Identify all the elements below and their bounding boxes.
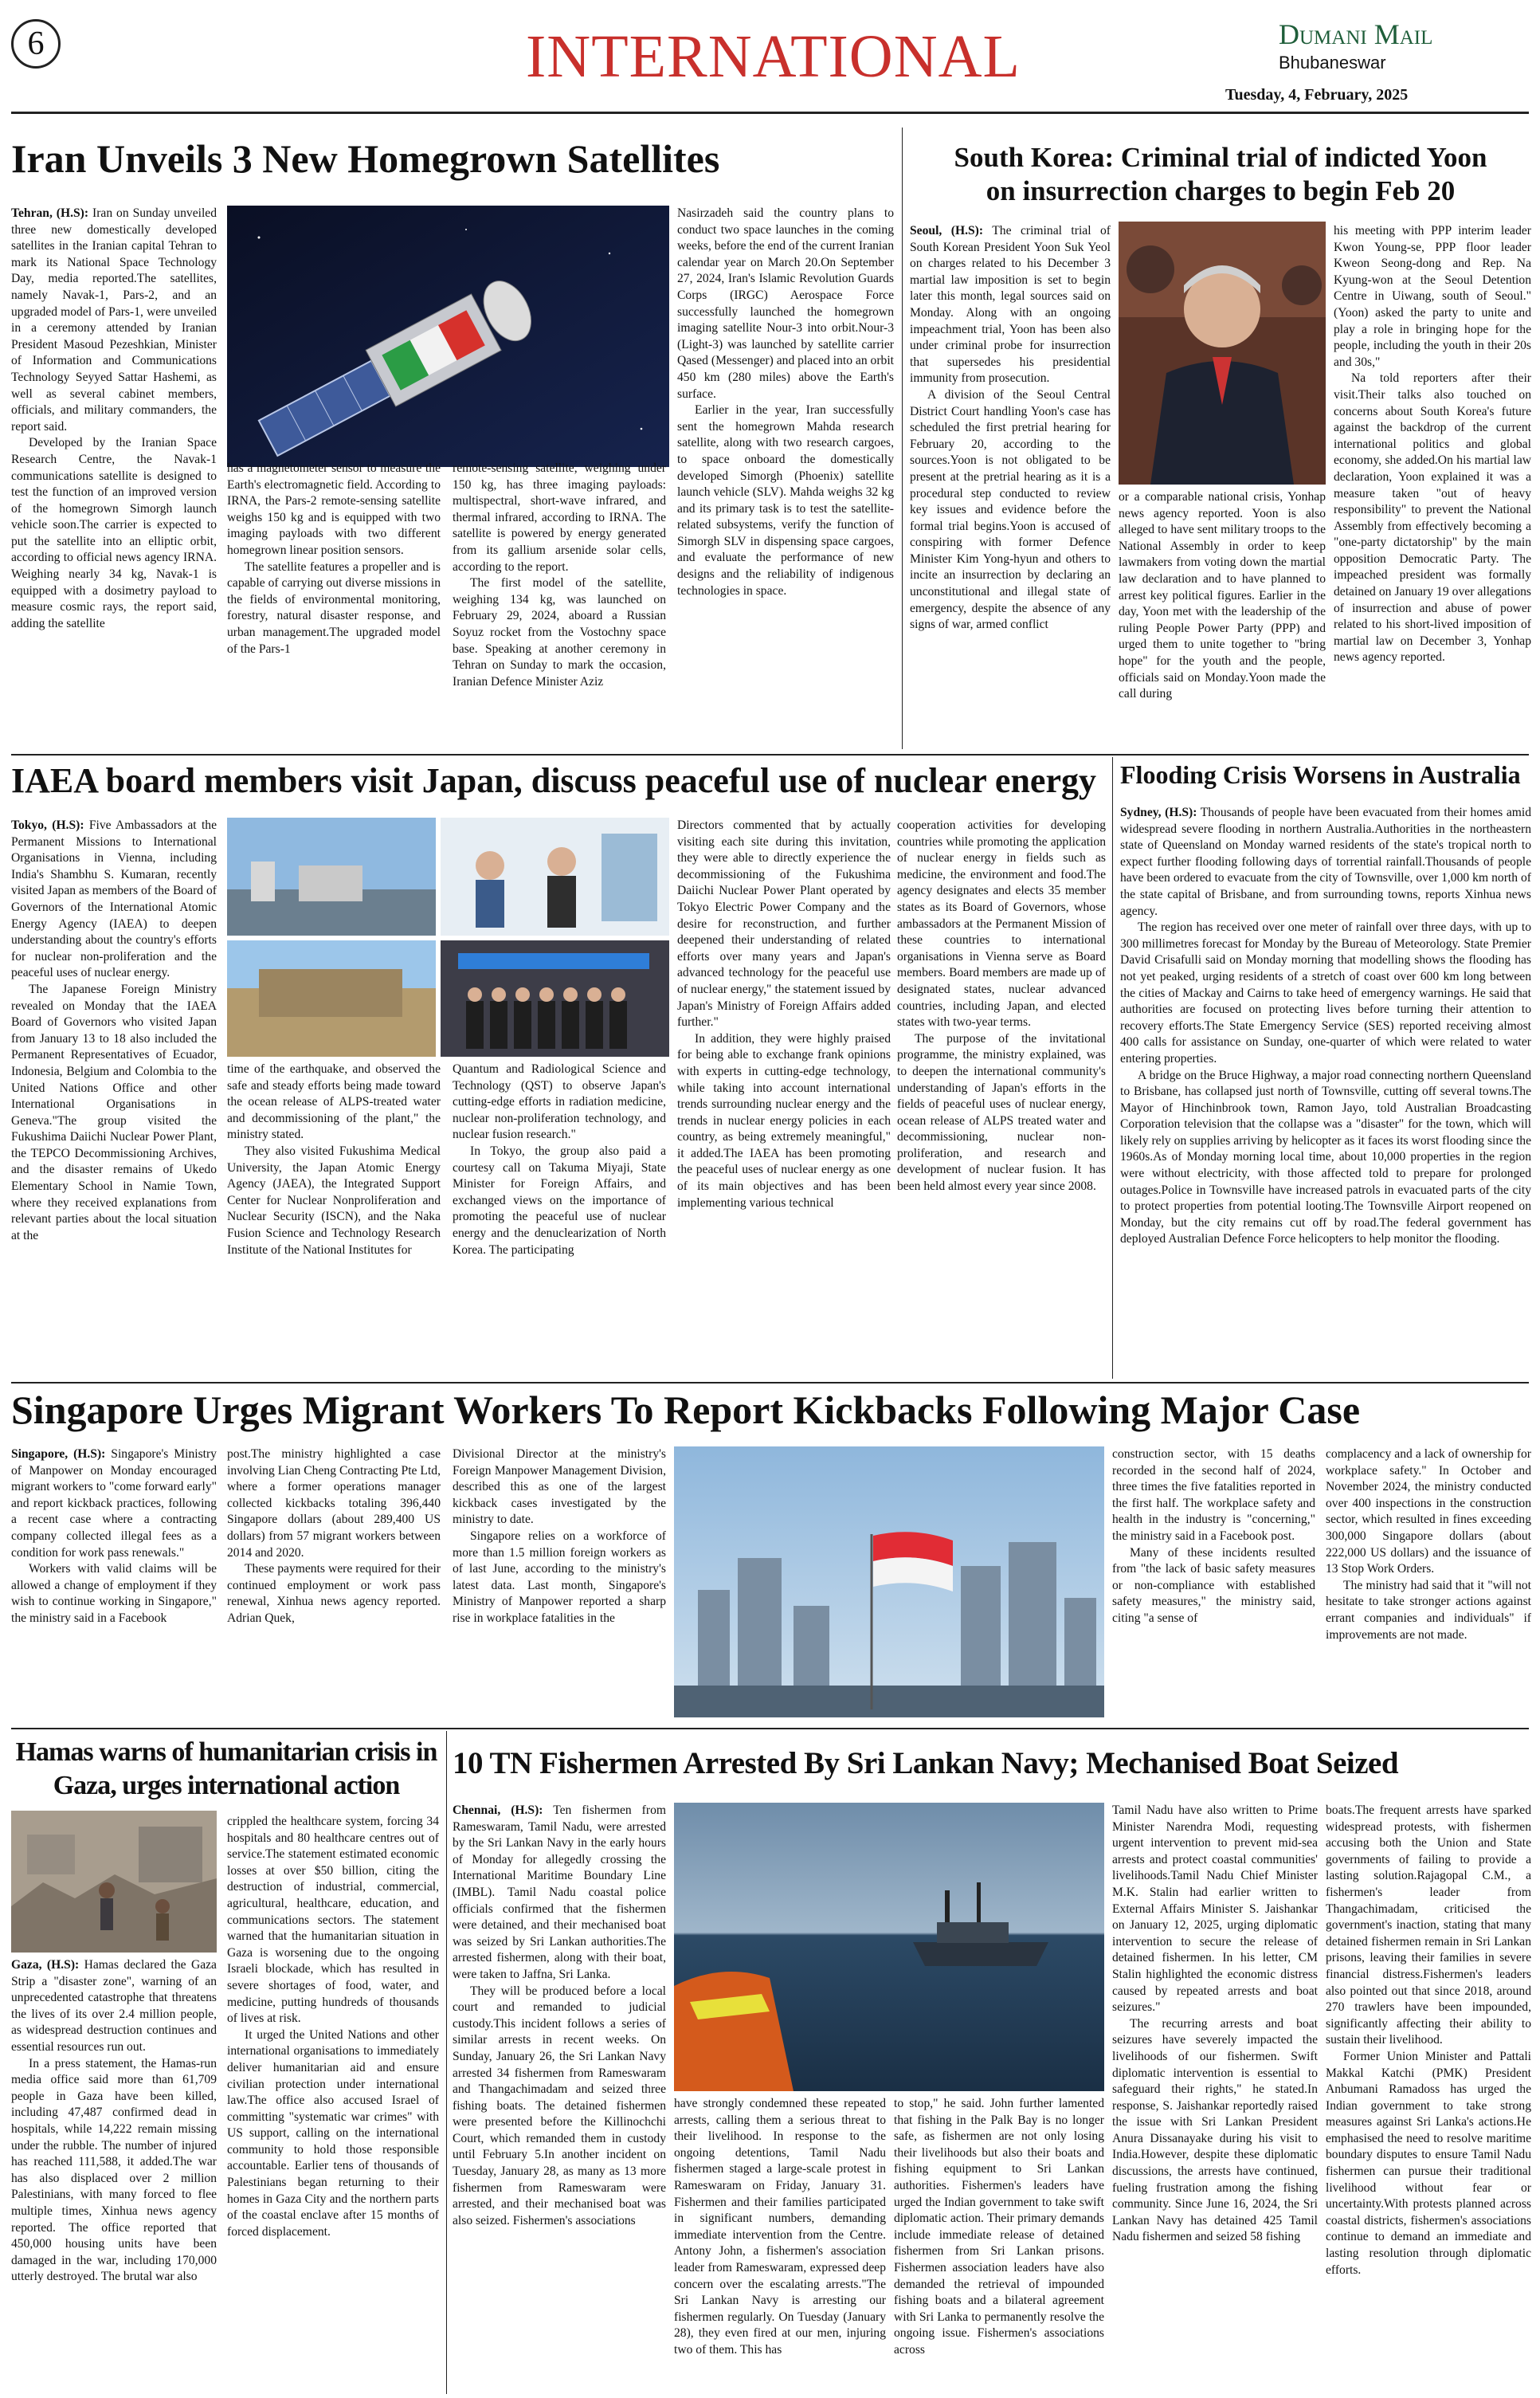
singapore-col-2: post.The ministry highlighted a case involving Lian Cheng Contracting Pte Ltd, where a former operations manager collected kickbacks totaling 396,440 Singapore dollars (about 289,400 US dollars) from 57 migrant workers between 2014 and 2020. These payments were required for their continued employment or work pass renewal, Xinhua news agency reported. Adrian Quek, — [227, 1447, 441, 1625]
satellite-photo — [227, 206, 669, 467]
yoon-photo — [1119, 222, 1326, 485]
fishermen-col-4: Tamil Nadu have also written to Prime Minister Narendra Modi, requesting urgent intervention to prevent mid-sea arrests and protect coastal communities' livelihoods.Tamil Nadu Chief Minister M.K. Stalin had earlier written to External Affairs Minister S. Jaishankar on January 12, 2025, urging diplomatic intervention to secure the release of detained fishermen. In his letter, CM Stalin highlighted the economic distress caused by repeated arrests and boat seizures." The recurring arrests and boat seizures have severely impacted the livelihoods of our fishermen. Swift diplomatic intervention is essential to safeguard their rights," he stated.In response, S. Jaishankar reportedly raised the issue with Sri Lankan President Anura Dissanayake during his visit to India.However, despite these diplomatic discussions, the arrests have continued, fueling frustration among the fishing community. Since June 16, 2024, the Sri Lankan Navy has detained 425 Tamil Nadu fishermen and seized 58 fishing — [1112, 1803, 1318, 2244]
section-title: INTERNATIONAL — [526, 23, 1021, 90]
flood-headline: Flooding Crisis Worsens in Australia — [1120, 760, 1521, 789]
singapore-col-1: Singapore, (H.S): Singapore's Ministry of Manpower on Monday encouraged migrant workers to "come forward early" and report kickback practices, following a recent case where a contracting company collected illegal fees as a condition for work pass renewals." Workers with valid claims will be allowed a change of employment if they wish to continue working in Singapore," the ministry said in a Facebook — [11, 1447, 217, 1625]
korea-headline-2: on insurrection charges to begin Feb 20 — [986, 175, 1456, 206]
iaea-headline: IAEA board members visit Japan, discuss peaceful use of nuclear energy — [11, 761, 1096, 800]
hamas-fishermen-divider — [446, 1731, 447, 2394]
fishermen-col-2: have strongly condemned these repeated arrests, calling them a serious threat to their livelihood. In response to the ongoing detentions, Tamil Nadu fishermen staged a large-scale protest in Rameswaram on Friday, January 31. Fishermen and their families participated in significant numbers, demanding immediate intervention from the Centre. Antony John, a fishermen's association leader from Rameswaram, expressed deep concern over the escalating arrests."The Sri Lankan Navy is arresting our fishermen regularly. On Tuesday (January 28), they even fired at our men, injuring two of them. This has — [674, 2097, 886, 2357]
iran-col-4: Nasirzadeh said the country plans to conduct two space launches in the coming weeks, before the end of the current Iranian calendar year on March 20.On September 27, 2024, Iran's Islamic Revolution Guards Corps (IRGC) Aerospace Force successfully launched the homegrown imaging satellite Nour-3 into orbit.Nour-3 (Light-3) was launched by satellite carrier Qased (Messenger) and placed into an orbit 450 km (280 miles) above the Earth's surface. Earlier in the year, Iran successfully sent the homegrown Mahda research satellite, along with two research cargoes, to space onboard the domestically developed Simorgh (Phoenix) satellite launch vehicle (SLV). Mahda weighs 32 kg and its primary task is to test the satellite-related subsystems, verify the function of Simorgh SLV in dispensing space cargoes, and evaluate the performance of new designs and the reliability of indigenous technologies in space. — [677, 206, 894, 598]
singapore-col-3: Divisional Director at the ministry's Foreign Manpower Management Division, described this as one of the largest kickback cases investigated by the ministry to date. Singapore relies on a workforce of more than 1.5 million foreign workers as of last June, according to the ministry's latest data. Last month, Singapore's Ministry of Manpower reported a sharp rise in workplace fatalities in the — [453, 1447, 666, 1625]
iaea-col-5: cooperation activities for developing countries while promoting the application of nuclear energy in fields such as medicine, the environment and food.The agency designates and elects 35 member states as its Board of Governors, whose ambassadors at the Permanent Mission of these countries to international organisations in Vienna serve as Board members. Board members are made up of designated states, nuclear advanced countries, including Japan, and elected states with two-year terms. The purpose of the invitational programme, the ministry explained, was to deepen the international community's understanding of Japan's efforts in the fields of peaceful uses of nuclear energy, ocean release of ALPS treated water and decommissioning, nuclear non-proliferation, and research and development of nuclear fusion. It has been held almost every year since 2008. — [897, 818, 1106, 1194]
korea-col-2: or a comparable national crisis, Yonhap news agency reported. Yoon is also alleged to have sent military troops to the National Assembly in order to keep lawmakers from voting down the martial law declaration and to have planned to arrest key political figures. Earlier in the day, Yoon met with the leadership of the ruling People Power Party (PPP) and urged them to unite together to "bring hope" for the youth and the people, officials said on Monday.Yoon made the call during — [1119, 490, 1326, 701]
page-number: 6 — [27, 26, 45, 62]
row-divider-3 — [11, 1728, 1529, 1729]
hamas-headline-1: Hamas warns of humanitarian crisis in — [15, 1737, 437, 1767]
hamas-dateline: Gaza, (H.S): — [11, 1958, 80, 1972]
iaea-col-1: Tokyo, (H.S): Five Ambassadors at the Permanent Missions to International Organisations in Vienna, including India's Shambhu S. Kumaran, recently visited Japan as members of the Board of Governors of the International Atomic Energy Agency (IAEA) to deepen understanding about the country's efforts for nuclear non-proliferation and the peaceful uses of nuclear energy. The Japanese Foreign Ministry revealed on Monday that the IAEA Board of Governors who visited Japan from January 13 to 18 also included the Permanent Representatives of Ecuador, Indonesia, Belgium and Colombia to the United Nations Office and other International Organisations in Geneva."The group visited the Fukushima Daiichi Nuclear Power Plant, the TEPCO Decommissioning Archives, and the disaster remains of Ukedo Elementary School in Namie Town, where they received explanations from relevant parties about the local situation at the — [11, 818, 217, 1242]
fishing-boat-photo — [674, 1803, 1104, 2091]
issue-date: Tuesday, 4, February, 2025 — [1225, 86, 1409, 104]
hamas-col-2: crippled the healthcare system, forcing 34 hospitals and 80 healthcare centres out of service.The statement estimated economic losses at over $50 billion, citing the destruction of industrial, commercial, agricultural, healthcare, education, and communications sectors. The statement warned that the humanitarian situation in Gaza is worsening due to the ongoing Israeli blockade, which has resulted in severe shortages of food, water, and medicine, putting hundreds of thousands of lives at risk. It urged the United Nations and other international organisations to immediately deliver humanitarian aid and ensure civilian protection under international law.The office also accused Israel of committing "systematic war crimes" with US support, calling on the international community to hold those responsible accountable. Earlier tens of thousands of Palestinians began returning to their homes in Gaza City and the northern parts of the coastal enclave after 15 months of forced displacement. — [227, 1815, 439, 2239]
korea-col-3: his meeting with PPP interim leader Kwon Young-se, PPP floor leader Kweon Seong-dong and Rep. Na Kyung-won at the Seoul Detention Centre in Uiwang, south of Seoul."(Yoon) asked the party to unite and play a role in bringing hope for the people, including the youth in their 20s and 30s," Na told reporters after their visit.Their talks also touched on concerns about South Korea's future against the backdrop of the current international politics and global economy, she added.On his martial law declaration, Yoon explained it was a measure taken "out of heavy responsibility" to prevent the National Assembly from effectively becoming a "one-party dictatorship" by the main opposition Democratic Party. The impeached president was formally detained on January 19 over allegations of insurrection and abuse of power related to his short-lived imposition of martial law on December 3, Yonhap news agency reported. — [1334, 224, 1531, 665]
paper-name: Dumani Mail — [1279, 18, 1433, 50]
row-divider-1 — [11, 754, 1529, 756]
page-number-badge — [11, 19, 61, 69]
singapore-headline: Singapore Urges Migrant Workers To Report Kickbacks Following Major Case — [11, 1387, 1361, 1432]
fishermen-dateline: Chennai, (H.S): — [453, 1803, 543, 1817]
flood-body: Sydney, (H.S): Thousands of people have been evacuated from their homes amid widespread severe flooding in northern Australia.Authorities in the northeastern state of Queensland on Monday warned residents of the state's tropical north to expect further flooding following days of torrential rainfall.Thousands of people have been ordered to evacuate from the city of Townsville, over 1,000 km north of the state capital of Brisbane, and from surrounding towns, reports Xinhua news agency. The region has received over one meter of rainfall over three days, with up to 300 millimetres forecast for Monday by the Bureau of Meteorology. State Premier David Crisafulli said on Monday morning that modelling shows the flooding has not yet peaked, urging residents of a stretch of coast over 600 km long between the cities of Mackay and Cairns to take heed of emergency warnings. He said that authorities are focused on protecting lives before turning their attention to recovery efforts.The State Emergency Service (SES) reported receiving almost 400 calls for assistance on Sunday, one-quarter of which were related to water entering properties. A bridge on the Bruce Highway, a major road connecting northern Queensland to Brisbane, has collapsed just north of Townsville, cutting off several towns.The Mayor of Hinchinbrook town, Ramon Jayo, told Australian Broadcasting Corporation television that the collapse was a "disaster" for the town, which will likely rely on supplies arriving by helicopter as it faces its worst flooding since the 1960s.As of Monday morning local time, about 10,000 properties in the region were without electricity, with those affected told to prepare for prolonged outages.Police in Townsville have increased patrols in evacuated parts of the city to protect properties from potential looting.The Townsville Airport reopened on Monday, but the city remains cut off by road.The federal government has deployed Australian Defence Force helicopters to help monitor the flooding. — [1120, 806, 1531, 1246]
iaea-col-3: Quantum and Radiological Science and Technology (QST) to observe Japan's cutting-edge efforts in radiation medicine, nuclear non-proliferation technology, and nuclear fusion research." In Tokyo, the group also paid a courtesy call on Takuma Miyaji, State Minister for Foreign Affairs, and exchanged views on the importance of promoting the peaceful use of nuclear energy and the denuclearization of North Korea. The participating — [453, 1062, 666, 1257]
header-divider — [11, 112, 1529, 114]
singapore-col-5: complacency and a lack of ownership for workplace safety." In October and November 2024, the ministry conducted over 400 inspections in the construction sector, which resulted in fines exceeding 300,000 Singapore dollars (about 222,000 US dollars) and the issuance of 13 Stop Work Orders. The ministry had said that it "will not hesitate to take stronger actions against errant companies and individuals" if improvements are not made. — [1326, 1447, 1531, 1642]
fishermen-col-3: to stop," he said. John further lamented that fishing in the Palk Bay is no longer safe, as fishermen are not only losing their livelihoods but also their boats and fishing equipment to Sri Lankan authorities. Fishermen's leaders have urged the Indian government to take swift diplomatic action. Their primary demands include immediate release of detained fishermen from Sri Lankan prisons. Fishermen association leaders have also demanded the retrieval of impounded fishing boats and a bilateral agreement with Sri Lanka to permanently resolve the ongoing issue. Fishermen's associations across — [894, 2097, 1104, 2357]
iran-korea-divider — [902, 128, 903, 749]
iran-col-2: has a magnetometer sensor to measure the Earth's electromagnetic field. According to IRNA, the Pars-2 remote-sensing satellite weighs 150 kg and is equipped with two imaging payloads with two different homegrown linear position sensors. The satellite features a propeller and is capable of carrying out diverse missions in the fields of environmental monitoring, forestry, natural disaster response, and urban management.The upgraded model of the Pars-1 — [227, 461, 441, 656]
iaea-dateline: Tokyo, (H.S): — [11, 818, 84, 832]
iaea-col-2: time of the earthquake, and observed the safe and steady efforts being made toward the ocean release of ALPS-treated water and decommissioning of the plant," the ministry stated. They also visited Fukushima Medical University, the Japan Atomic Energy Agency (JAEA), the Integrated Support Center for Nuclear Nonproliferation and Nuclear Security (ISCN), and the Naka Fusion Science and Technology Research Institute of the National Institutes for — [227, 1062, 441, 1257]
singapore-dateline: Singapore, (H.S): — [11, 1447, 106, 1461]
korea-col-1: Seoul, (H.S): The criminal trial of South Korean President Yoon Suk Yeol on charges related to his December 3 martial law imposition is set to begin later this month, legal sources said on Monday. Along with an ongoing impeachment trial, Yoon has been also under criminal probe for insurrection that supersedes his presidential immunity from prosecution. A division of the Seoul Central District Court handling Yoon's case has scheduled the first pretrial hearing for February 20, according to the sources.Yoon is not obligated to be present at the pretrial hearing as it is a procedural step conducted to review key issues and evidence before the formal trial begins.Yoon is accused of conspiring with former Defence Minister Kim Yong-hyun and others to incite an insurrection by declaring an unconstitutional and illegal state of emergency, despite the absence of any signs of war, armed conflict — [910, 224, 1111, 632]
korea-dateline: Seoul, (H.S): — [910, 224, 984, 237]
korea-headline-1: South Korea: Criminal trial of indicted Yoon — [954, 142, 1487, 173]
singapore-col-4: construction sector, with 15 deaths recorded in the second half of 2024, three times the five fatalities reported in the first half. The workplace safety and health in the industry is "concerning," the ministry said in a Facebook post. Many of these incidents resulted from "the lack of basic safety measures or non-compliance with established safety measures," the ministry said, citing "a sense of — [1112, 1447, 1315, 1625]
iran-headline: Iran Unveils 3 New Homegrown Satellites — [11, 136, 720, 181]
iran-col-3: remote-sensing satellite, weighing under 150 kg, has three imaging payloads: multispectral, short-wave infrared, and thermal infrared, according to IRNA. The satellite is powered by energy generated from its gallium arsenide solar cells, according to the report. The first model of the satellite, weighing 134 kg, was launched on February 29, 2024, aboard a Russian Soyuz rocket from the Vostochny space base. Speaking at another ceremony in Tehran on Sunday to mark the occasion, Iranian Defence Minister Aziz — [453, 461, 666, 689]
row-divider-2 — [11, 1382, 1529, 1383]
flood-dateline: Sydney, (H.S): — [1120, 806, 1197, 819]
iran-col-1: Tehran, (H.S): Iran on Sunday unveiled three new domestically developed satellites in the Iranian capital Tehran to mark its National Space Technology Day, media reported.The satellites, namely Navak-1, Pars-2, and an upgraded model of Pars-1, were unveiled in a ceremony attended by Iranian President Masoud Pezeshkian, Minister of Information and Communications Technology Seyyed Sattar Hashemi, as well as several cabinet members, officials, and military commanders, the report said. Developed by the Iranian Space Research Centre, the Navak-1 communications satellite is designed to test the function of an improved version of the homegrown Simorgh launch vehicle soon.The carrier is expected to put the satellite into an elliptic orbit, according to official news agency IRNA. Weighing nearly 34 kg, Navak-1 is equipped with a dosimetry payload to measure cosmic rays, the report said, adding the satellite — [11, 206, 217, 630]
hamas-headline-2: Gaza, urges international action — [53, 1771, 400, 1800]
gaza-photo — [11, 1811, 217, 1953]
iaea-col-4: Directors commented that by actually visiting each site during this invitation, they were able to directly experience the decommissioning of the Fukushima Daiichi Nuclear Power Plant operated by Tokyo Electric Power Company and the desire for reconstruction, and further deepened their understanding of related efforts over many years and Japan's advanced technology for the peaceful use of nuclear energy," the statement issued by Japan's Ministry of Foreign Affairs added further." In addition, they were highly praised for being able to exchange frank opinions with experts in cutting-edge technology, while taking into account international trends surrounding nuclear energy and the trends in nuclear energy policies in each country, as being extremely meaningful," it added.The IAEA has been promoting the peaceful uses of nuclear energy as one of its main objectives and has been implementing various technical — [677, 818, 891, 1210]
fishermen-col-5: boats.The frequent arrests have sparked widespread protests, with fishermen accusing both the Union and State governments of failing to provide a lasting solution.Rajagopal C.M., a fishermen's leader from Thangachimadam, criticised the government's inaction, stating that many detained fishermen remain in Sri Lankan prisons, leaving their families in severe financial distress.Fishermen's leaders also pointed out that since 2018, around 270 trawlers have been impounded, significantly affecting their ability to sustain their livelihood. Former Union Minister and Pattali Makkal Katchi (PMK) President Anbumani Ramadoss has urged the Indian government to take strong measures against Sri Lanka's actions.He emphasised the need to resolve maritime boundary disputes to ensure Tamil Nadu fishermen can pursue their traditional livelihood without fear or uncertainty.With protests planned across coastal districts, fishermen's associations continue to demand an immediate and lasting resolution through diplomatic efforts. — [1326, 1803, 1531, 2277]
hamas-col-1: Gaza, (H.S): Hamas declared the Gaza Strip a "disaster zone", warning of an unprecedented catastrophe that threatens the lives of its over 2.4 million people, as widespread destruction continues and essential resources run out. In a press statement, the Hamas-run media office said more than 61,709 people in Gaza have been killed, including 47,487 confirmed dead in hospitals, while 14,222 remain missing under the rubble. The number of injured has reached 111,588, it added.The war has also displaced over 2 million Palestinians, with many forced to flee multiple times, Xinhua news agency reported. The office reported that 450,000 housing units have been damaged in the war, including 170,000 utterly destroyed. The brutal war also — [11, 1958, 217, 2284]
fishermen-col-1: Chennai, (H.S): Ten fishermen from Rameswaram, Tamil Nadu, were arrested by the Sri Lankan Navy in the early hours of Monday for allegedly crossing the International Maritime Boundary Line (IMBL). Tamil Nadu coastal police officials confirmed that the fishermen were detained, and their mechanised boat was seized by Sri Lankan authorities.The arrested fishermen, along with their boat, were taken to Jaffna, Sri Lanka. They will be produced before a local court and remanded to judicial custody.This incident follows a series of similar arrests in recent weeks. On Sunday, January 26, the Sri Lankan Navy arrested 34 fishermen from Rameswaram and Thangachimadam and seized three fishing boats. The detained fishermen were presented before the Killinochchi Court, which remanded them in custody until February 5.In another incident on Tuesday, January 28, as many as 13 more fishermen from Rameswaram were arrested, and their mechanised boat was also seized. Fishermen's associations — [453, 1803, 666, 2227]
iaea-photo-collage — [227, 818, 669, 1057]
city: Bhubaneswar — [1279, 53, 1386, 73]
fishermen-headline: 10 TN Fishermen Arrested By Sri Lankan Navy; Mechanised Boat Seized — [453, 1746, 1399, 1780]
iaea-flood-divider — [1112, 757, 1113, 1379]
iran-dateline: Tehran, (H.S): — [11, 206, 89, 220]
singapore-flag-photo — [674, 1446, 1104, 1717]
